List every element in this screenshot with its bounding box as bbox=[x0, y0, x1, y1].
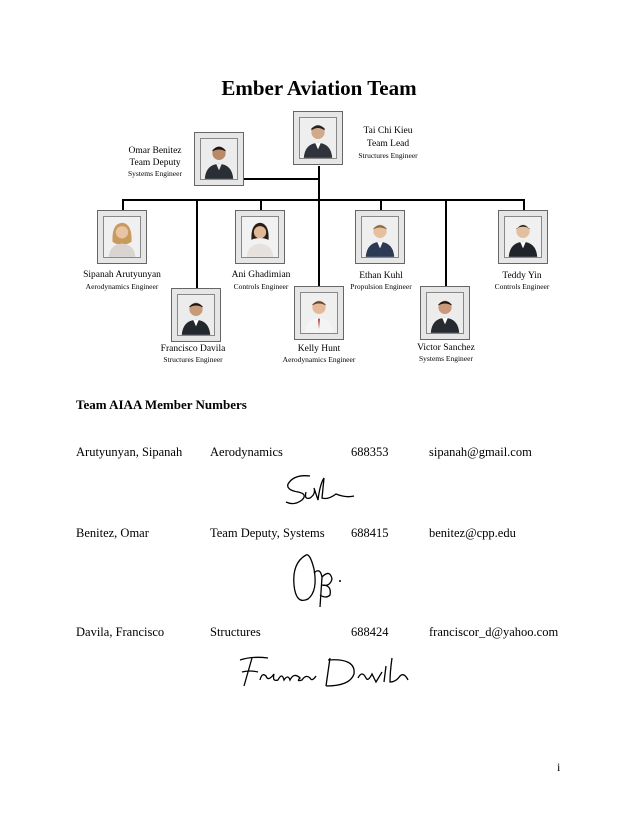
row-name: Davila, Francisco bbox=[76, 625, 165, 639]
member-dept: Propulsion Engineer bbox=[350, 282, 412, 291]
member-dept: Aerodynamics Engineer bbox=[282, 355, 356, 364]
member-photo-frame bbox=[420, 286, 470, 340]
handwritten-signature bbox=[232, 652, 412, 692]
member-dept: Systems Engineer bbox=[419, 354, 473, 363]
member-dept: Controls Engineer bbox=[233, 282, 289, 291]
row-member-number: 688424 bbox=[351, 625, 389, 639]
portrait-photo bbox=[362, 217, 398, 257]
member-name: Kelly Hunt bbox=[297, 344, 341, 354]
portrait-photo bbox=[505, 217, 541, 257]
member-photo-frame bbox=[355, 210, 405, 264]
member-dept: Controls Engineer bbox=[494, 282, 550, 291]
member-dept: Aerodynamics Engineer bbox=[85, 282, 159, 291]
member-photo-frame bbox=[97, 210, 147, 264]
page-title: Ember Aviation Team bbox=[221, 76, 417, 100]
row-member-number: 688353 bbox=[351, 445, 389, 459]
portrait-photo bbox=[104, 217, 140, 257]
portrait-photo bbox=[301, 293, 337, 333]
portrait-photo bbox=[427, 293, 463, 333]
row-email: franciscor_d@yahoo.com bbox=[429, 625, 559, 639]
lead-name: Tai Chi Kieu bbox=[363, 126, 413, 136]
row-discipline: Aerodynamics bbox=[210, 445, 283, 459]
row-email: benitez@cpp.edu bbox=[429, 526, 516, 540]
member-name: Ethan Kuhl bbox=[359, 271, 403, 281]
handwritten-signature bbox=[284, 547, 354, 609]
section-heading: Team AIAA Member Numbers bbox=[76, 397, 247, 412]
row-discipline: Structures bbox=[210, 625, 261, 639]
member-photo-frame bbox=[171, 288, 221, 342]
handwritten-signature bbox=[280, 470, 360, 510]
deputy-dept: Systems Engineer bbox=[128, 169, 182, 178]
portrait-photo bbox=[178, 295, 214, 335]
member-photo-frame bbox=[294, 286, 344, 340]
portrait-photo bbox=[201, 139, 237, 179]
row-discipline: Team Deputy, Systems bbox=[210, 526, 325, 540]
portrait-photo bbox=[300, 118, 336, 158]
member-name: Victor Sanchez bbox=[417, 343, 475, 353]
portrait-photo bbox=[242, 217, 278, 257]
row-name: Benitez, Omar bbox=[76, 526, 149, 540]
lead-photo-frame bbox=[293, 111, 343, 165]
deputy-name: Omar Benitez bbox=[128, 146, 182, 156]
member-name: Sipanah Arutyunyan bbox=[83, 270, 161, 280]
lead-role: Team Lead bbox=[366, 139, 410, 149]
member-name: Teddy Yin bbox=[502, 271, 542, 281]
lead-dept: Structures Engineer bbox=[358, 151, 418, 160]
row-name: Arutyunyan, Sipanah bbox=[76, 445, 183, 459]
member-photo-frame bbox=[235, 210, 285, 264]
member-dept: Structures Engineer bbox=[163, 355, 223, 364]
deputy-role: Team Deputy bbox=[129, 158, 181, 168]
member-name: Francisco Davila bbox=[160, 344, 226, 354]
row-member-number: 688415 bbox=[351, 526, 389, 540]
member-name: Ani Ghadimian bbox=[231, 270, 291, 280]
page-number: i bbox=[557, 760, 561, 774]
member-photo-frame bbox=[498, 210, 548, 264]
row-email: sipanah@gmail.com bbox=[429, 445, 532, 459]
